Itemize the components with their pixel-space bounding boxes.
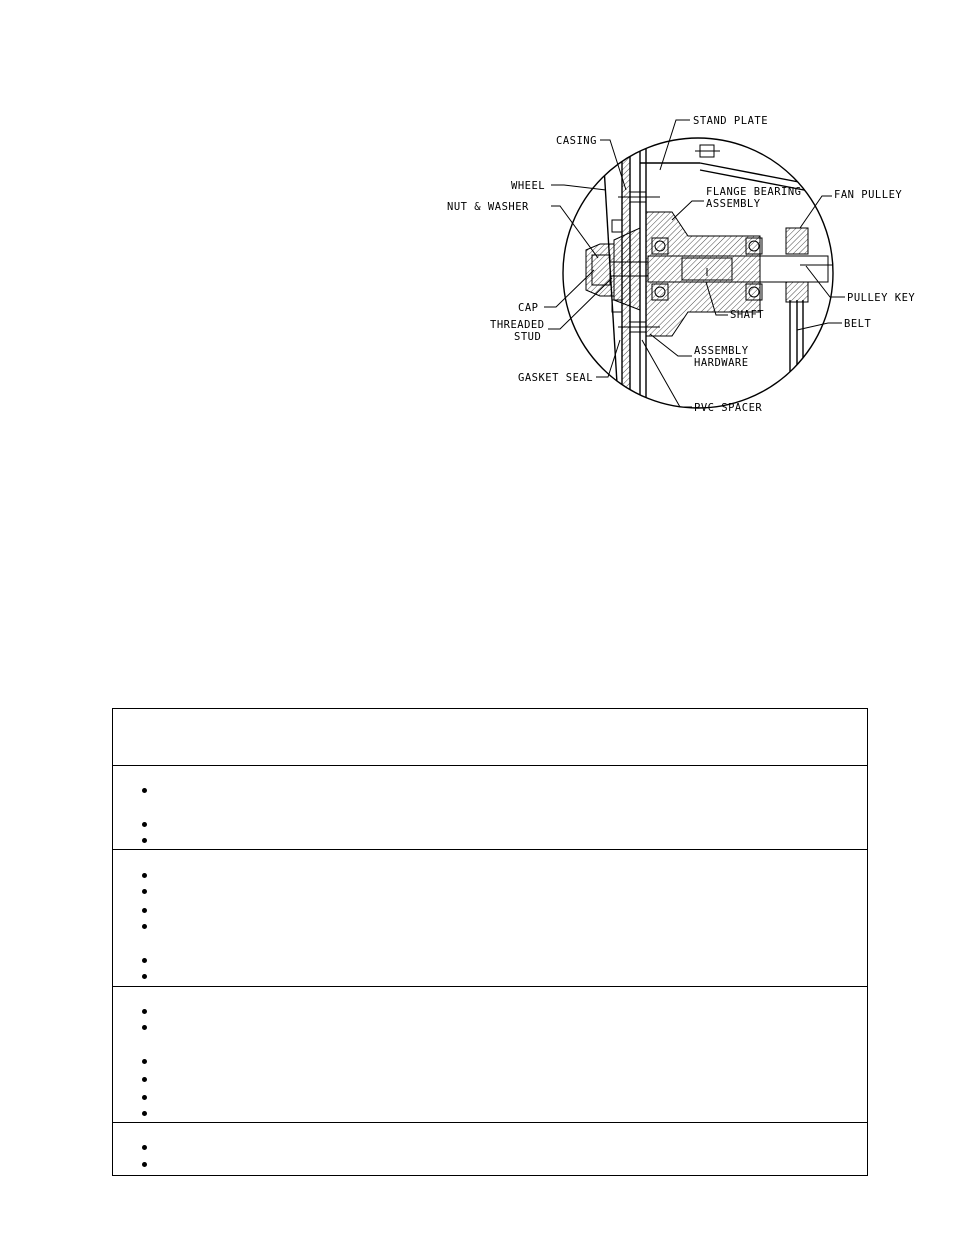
label-cap: CAP — [518, 302, 539, 314]
label-casing: CASING — [556, 135, 597, 147]
label-threaded: THREADED — [490, 319, 545, 331]
label-fan-pulley: FAN PULLEY — [834, 189, 903, 201]
label-assembly: ASSEMBLY — [694, 345, 749, 357]
label-nut-washer: NUT & WASHER — [447, 201, 529, 213]
bullet-icon — [142, 958, 147, 963]
bullet-icon — [142, 1059, 147, 1064]
bullet-icon — [142, 1145, 147, 1150]
bullet-icon — [142, 924, 147, 929]
table-section-3 — [113, 986, 867, 1123]
bullet-icon — [142, 1162, 147, 1167]
bullet-icon — [142, 908, 147, 913]
label-flange-bearing: FLANGE BEARING — [706, 186, 802, 198]
bullet-icon — [142, 1009, 147, 1014]
bullet-icon — [142, 788, 147, 793]
table-section-2 — [113, 849, 867, 987]
bullet-icon — [142, 974, 147, 979]
bullet-icon — [142, 873, 147, 878]
label-flange-bearing-assembly: ASSEMBLY — [706, 198, 761, 210]
bullet-icon — [142, 838, 147, 843]
label-gasket-seal: GASKET SEAL — [518, 372, 594, 384]
table-section-1 — [113, 765, 867, 850]
label-belt: BELT — [844, 318, 872, 330]
bullet-icon — [142, 1095, 147, 1100]
bullet-icon — [142, 1111, 147, 1116]
bullet-icon — [142, 1077, 147, 1082]
bullet-icon — [142, 889, 147, 894]
bullet-icon — [142, 822, 147, 827]
table-section-4 — [113, 1122, 867, 1176]
label-pvc-spacer: PVC SPACER — [694, 402, 763, 414]
label-wheel: WHEEL — [511, 180, 546, 192]
bullet-icon — [142, 1025, 147, 1030]
label-stand-plate: STAND PLATE — [693, 115, 769, 127]
label-pulley-key: PULLEY KEY — [847, 292, 916, 304]
label-threaded-stud: STUD — [514, 331, 542, 343]
label-shaft: SHAFT — [730, 309, 765, 321]
table-header-row — [113, 709, 867, 765]
maintenance-table — [112, 708, 868, 1176]
label-assembly-hardware: HARDWARE — [694, 357, 749, 369]
